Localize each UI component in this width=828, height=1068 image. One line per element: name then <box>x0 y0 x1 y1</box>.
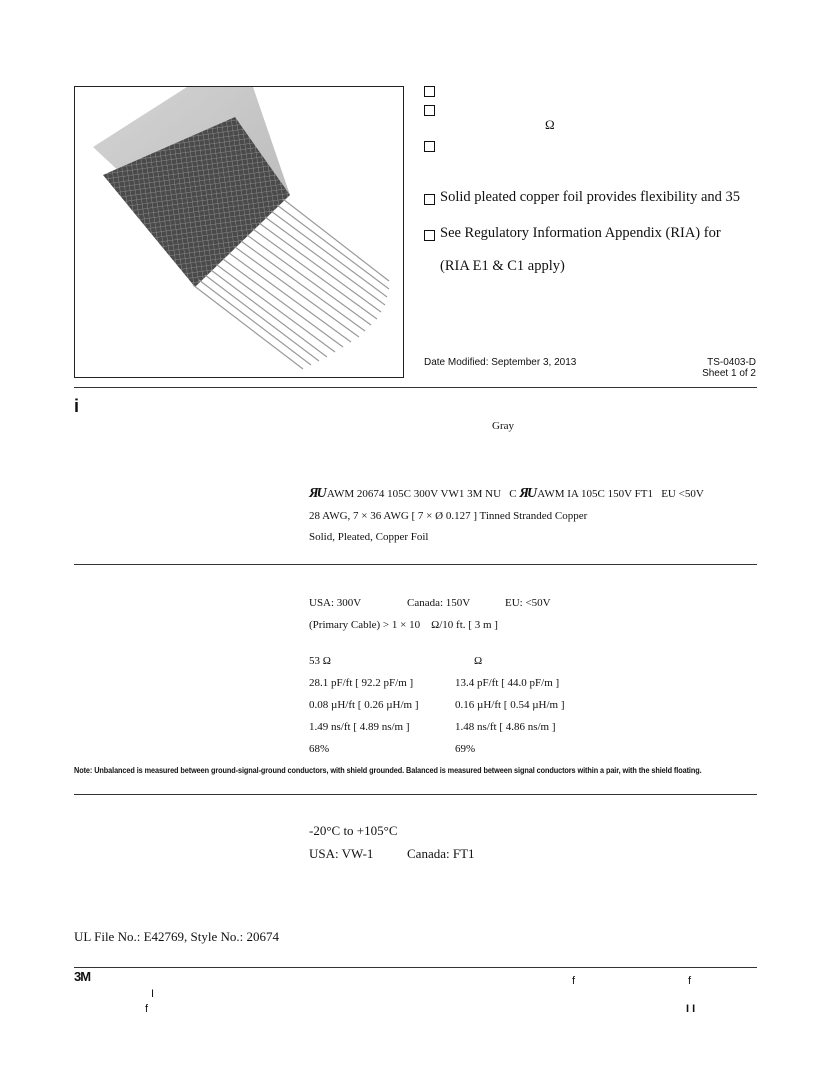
feature-item-4: Solid pleated copper foil provides flexibility and 35 <box>440 189 741 205</box>
unbalanced-capacitance: 28.1 pF/ft [ 92.2 pF/m ] <box>309 677 414 689</box>
flame-rating-canada: Canada: FT1 <box>407 846 475 861</box>
conductor-spec: 28 AWG, 7 × 36 AWG [ 7 × Ø 0.127 ] Tinned Stranded Copper <box>309 510 588 522</box>
doc-number: TS-0403-D <box>707 357 756 368</box>
feature-item-5: See Regulatory Information Appendix (RIA) for <box>440 225 721 241</box>
color-value: Gray <box>492 420 514 432</box>
ul-recognized-icon: ЯU <box>309 486 325 501</box>
unbalanced-delay: 1.49 ns/ft [ 4.89 ns/m ] <box>309 721 410 733</box>
footer-char-i: I <box>151 988 155 1000</box>
approvals-line <box>309 486 704 502</box>
sheet-number: Sheet 1 of 2 <box>702 368 756 379</box>
3m-logo: 3M <box>74 969 91 984</box>
voltage-eu: EU: <50V <box>505 597 551 609</box>
feature-checkbox-5 <box>424 228 435 246</box>
product-photo <box>74 86 404 378</box>
measurement-note: Note: Unbalanced is measured between ground-signal-ground conductors, with shield grounded. Balanced is measured between signal conductors within a pair, with the shield floating. <box>74 765 702 775</box>
footer-char-ii: I I <box>686 1003 696 1015</box>
balanced-impedance: Ω <box>474 655 483 667</box>
cul-recognized-icon: ЯU <box>519 486 536 501</box>
divider-2 <box>74 564 757 565</box>
date-modified: Date Modified: September 3, 2013 <box>424 357 577 368</box>
ul-file-number: UL File No.: E42769, Style No.: 20674 <box>74 929 279 944</box>
unbalanced-impedance: 53 Ω <box>309 655 331 667</box>
section-marker: i <box>74 396 80 416</box>
shield-spec: Solid, Pleated, Copper Foil <box>309 531 429 543</box>
footer-divider <box>74 967 757 968</box>
balanced-delay: 1.48 ns/ft [ 4.86 ns/m ] <box>455 721 556 733</box>
feature-item-5-continued: (RIA E1 & C1 apply) <box>440 258 565 274</box>
voltage-usa: USA: 300V <box>309 597 362 609</box>
voltage-canada: Canada: 150V <box>407 597 471 609</box>
unbalanced-inductance: 0.08 µH/ft [ 0.26 µH/m ] <box>309 699 419 711</box>
feature-checkbox-4 <box>424 192 435 210</box>
divider-3 <box>74 794 757 795</box>
flame-rating-usa: USA: VW-1 <box>309 846 374 861</box>
balanced-capacitance: 13.4 pF/ft [ 44.0 pF/m ] <box>455 677 560 689</box>
feature-checkbox-1 <box>424 84 435 102</box>
eu-approval-text: EU <50V <box>661 488 704 500</box>
balanced-inductance: 0.16 µH/ft [ 0.54 µH/m ] <box>455 699 565 711</box>
unbalanced-velocity: 68% <box>309 743 330 755</box>
omega-symbol: Ω <box>545 117 555 132</box>
footer-char-f2: f <box>688 975 692 987</box>
footer-char-f1: f <box>572 975 576 987</box>
divider-1 <box>74 387 757 388</box>
csa-approval-text: AWM IA 105C 150V FT1 <box>537 488 653 500</box>
feature-checkbox-3 <box>424 139 435 157</box>
balanced-velocity: 69% <box>455 743 476 755</box>
insulation-resistance: (Primary Cable) > 1 × 10 Ω/10 ft. [ 3 m ] <box>309 619 498 631</box>
footer-char-f3: f <box>145 1003 149 1015</box>
temperature-range: -20°C to +105°C <box>309 823 398 838</box>
flat-cable-image <box>75 87 403 377</box>
ul-approval-text: AWM 20674 105C 300V VW1 3M NU <box>326 488 502 500</box>
feature-checkbox-2 <box>424 103 435 121</box>
c-prefix: C <box>509 488 517 500</box>
